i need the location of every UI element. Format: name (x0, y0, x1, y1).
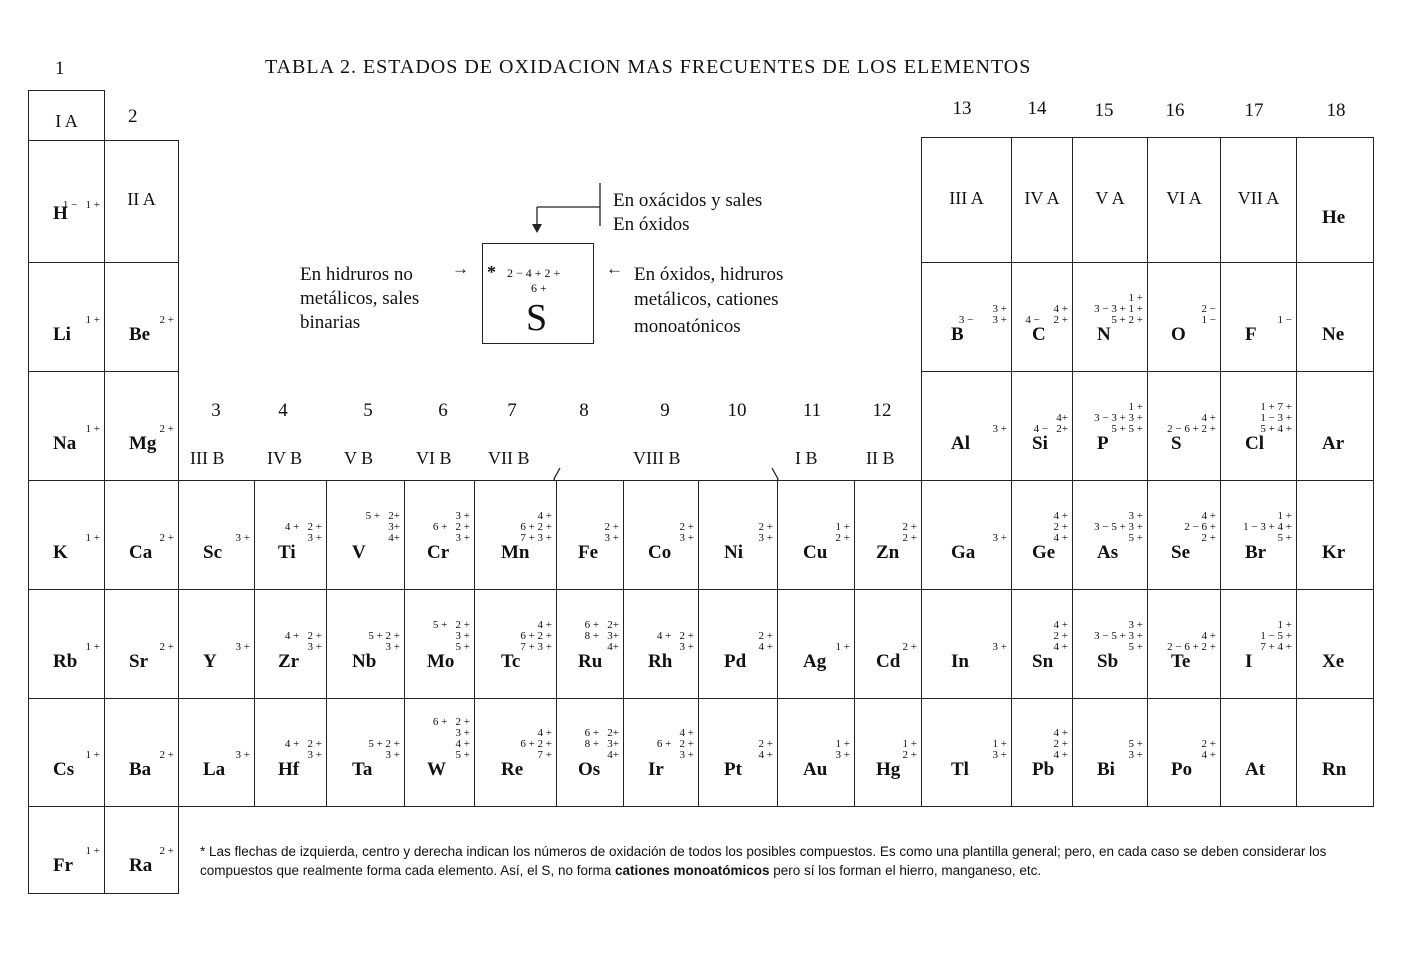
element-cell-Y (178, 589, 255, 699)
element-symbol-Y: Y (203, 651, 217, 672)
oxidation-states-Te: 4 + 2 − 6 + 2 + (1167, 630, 1216, 653)
oxidation-states-Ru: 6 + 2+ 8 + 3+ 4+ (584, 619, 619, 653)
group-label-VA: V A (1095, 187, 1125, 208)
oxidation-states-Cs: 1 + (85, 749, 100, 761)
element-cell-Mg (104, 371, 179, 481)
element-cell-Ar (1296, 371, 1374, 481)
footnote-bold: cationes monoatómicos (614, 863, 770, 878)
group-number-17: 17 (1244, 100, 1264, 121)
oxidation-states-Nb: 5 + 2 + 3 + (368, 630, 400, 653)
oxidation-states-W: 6 + 2 + 3 + 4 + 5 + (432, 716, 470, 761)
oxidation-states-Cl: 1 + 7 + 1 − 3 + 5 + 4 + (1260, 401, 1292, 435)
oxidation-states-Si: 4+ 4 − 2+ (1033, 412, 1068, 435)
element-symbol-Rh: Rh (648, 651, 673, 672)
element-cell-Po (1147, 698, 1221, 807)
element-symbol-Ir: Ir (648, 759, 664, 780)
element-cell-Pt (698, 698, 778, 807)
element-symbol-Xe: Xe (1322, 651, 1345, 672)
oxidation-states-Co: 2 + 3 + (679, 521, 694, 544)
group-number-18: 18 (1326, 100, 1346, 121)
oxidation-states-Re: 4 + 6 + 2 + 7 + (520, 727, 552, 761)
footnote-part2: pero sí los forman el hierro, manganeso, etc. (769, 863, 1042, 878)
oxidation-states-Tc: 4 + 6 + 2 + 7 + 3 + (520, 619, 552, 653)
group-label-IIIB: III B (190, 448, 225, 468)
element-cell-Ca (104, 480, 179, 590)
element-cell-Au (777, 698, 855, 807)
element-cell-Co (623, 480, 699, 590)
element-symbol-Os: Os (578, 759, 601, 780)
element-cell-Fr (28, 806, 105, 894)
oxidation-states-Po: 2 + 4 + (1201, 738, 1216, 761)
group-number-13: 13 (952, 98, 972, 119)
group-number-14: 14 (1027, 98, 1047, 119)
element-cell-Ni (698, 480, 778, 590)
element-symbol-Al: Al (951, 433, 970, 454)
element-symbol-Nb: Nb (352, 651, 377, 672)
element-cell-Ir (623, 698, 699, 807)
element-symbol-Fe: Fe (578, 542, 599, 563)
element-cell-W (404, 698, 475, 807)
element-symbol-Hf: Hf (278, 759, 300, 780)
element-symbol-Re: Re (501, 759, 524, 780)
element-symbol-Ti: Ti (278, 542, 296, 563)
element-symbol-Hg: Hg (876, 759, 901, 780)
element-cell-Sn (1011, 589, 1073, 699)
element-symbol-W: W (427, 759, 446, 780)
group-number-3: 3 (211, 400, 221, 421)
group-label-VIA: VI A (1166, 187, 1202, 208)
group-number-9: 9 (660, 400, 670, 421)
element-cell-O (1147, 262, 1221, 372)
oxidation-states-Hf: 4 + 2 + 3 + (284, 738, 322, 761)
element-symbol-C: C (1032, 324, 1046, 345)
footnote-part1: * Las flechas de izquierda, centro y derecha indican los números de oxidación de todos los posibles compuestos. Es como una plantilla general; pero, en cada caso se deben considerar los compuestos que realmente forma cada elemento. Así, el S, no forma (200, 844, 1327, 878)
legend-connector-lines (520, 180, 620, 240)
element-cell-Ra (104, 806, 179, 894)
element-cell-I (1220, 589, 1297, 699)
element-symbol-Li: Li (53, 324, 71, 345)
oxidation-states-Hg: 1 + 2 + (902, 738, 917, 761)
group-label-IIA: II A (127, 189, 156, 210)
element-cell-Ru (556, 589, 624, 699)
element-cell-Pd (698, 589, 778, 699)
element-cell-At (1220, 698, 1297, 807)
element-symbol-Cl: Cl (1245, 433, 1264, 454)
element-cell-Pb (1011, 698, 1073, 807)
element-symbol-Si: Si (1032, 433, 1048, 454)
element-cell-Ga (921, 480, 1012, 590)
element-cell-Ge (1011, 480, 1073, 590)
element-symbol-Ta: Ta (352, 759, 373, 780)
oxidation-states-S: 4 + 2 − 6 + 2 + (1167, 412, 1216, 435)
oxidation-states-Cr: 3 + 6 + 2 + 3 + (432, 510, 470, 544)
element-symbol-Mg: Mg (129, 433, 157, 454)
element-cell-Kr (1296, 480, 1374, 590)
group-label-VIIA: VII A (1237, 187, 1280, 208)
element-symbol-Ca: Ca (129, 542, 153, 563)
element-cell-N (1072, 262, 1148, 372)
element-symbol-Sb: Sb (1097, 651, 1119, 672)
element-symbol-As: As (1097, 542, 1119, 563)
group-number-15: 15 (1094, 100, 1114, 121)
element-cell-Re (474, 698, 557, 807)
element-cell-V (326, 480, 405, 590)
oxidation-states-Ir: 4 + 6 + 2 + 3 + (656, 727, 694, 761)
element-cell-B (921, 262, 1012, 372)
oxidation-states-Mo: 5 + 2 + 3 + 5 + (432, 619, 470, 653)
element-cell-Rh (623, 589, 699, 699)
element-symbol-Cu: Cu (803, 542, 828, 563)
oxidation-states-Pd: 2 + 4 + (758, 630, 773, 653)
element-cell-Zn (854, 480, 922, 590)
element-cell-Li (28, 262, 105, 372)
oxidation-states-Ta: 5 + 2 + 3 + (368, 738, 400, 761)
element-cell-Tc (474, 589, 557, 699)
element-symbol-Sc: Sc (203, 542, 222, 563)
oxidation-states-Na: 1 + (85, 423, 100, 435)
element-symbol-V: V (352, 542, 366, 563)
element-cell-Rn (1296, 698, 1374, 807)
oxidation-states-V: 5 + 2+ 3+ 4+ (365, 510, 400, 544)
element-symbol-Zn: Zn (876, 542, 900, 563)
element-cell-Hf (254, 698, 327, 807)
legend-left-3: binarias (300, 312, 361, 333)
group-number-1: 1 (55, 58, 65, 79)
oxidation-states-Zr: 4 + 2 + 3 + (284, 630, 322, 653)
element-cell-Rb (28, 589, 105, 699)
element-cell-Na (28, 371, 105, 481)
group-label-cell-IIIA (921, 137, 1012, 263)
element-cell-Be (104, 262, 179, 372)
group-number-5: 5 (363, 400, 373, 421)
legend-left-2: metálicos, sales (300, 288, 420, 309)
oxidation-states-P: 1 + 3 − 3 + 3 + 5 + 5 + (1094, 401, 1143, 435)
element-symbol-B: B (951, 324, 964, 345)
element-symbol-Pd: Pd (724, 651, 747, 672)
element-symbol-S: S (1171, 433, 1182, 454)
group-label-cell-IA (28, 90, 105, 141)
element-symbol-He: He (1322, 207, 1346, 228)
element-symbol-Mn: Mn (501, 542, 530, 563)
element-cell-Xe (1296, 589, 1374, 699)
element-cell-As (1072, 480, 1148, 590)
legend-example-cell (482, 243, 594, 344)
group-label-VB: V B (344, 448, 374, 468)
element-cell-Mo (404, 589, 475, 699)
element-symbol-K: K (53, 542, 68, 563)
element-symbol-Se: Se (1171, 542, 1190, 563)
element-cell-La (178, 698, 255, 807)
oxidation-states-B: 3 + 3 − 3 + (958, 303, 1007, 326)
oxidation-states-Ba: 2 + (159, 749, 174, 761)
group-label-cell-VIA (1147, 137, 1221, 263)
element-cell-S (1147, 371, 1221, 481)
oxidation-states-K: 1 + (85, 532, 100, 544)
element-symbol-Ra: Ra (129, 855, 153, 876)
element-cell-H (28, 140, 105, 263)
element-cell-Br (1220, 480, 1297, 590)
oxidation-states-Ge: 4 + 2 + 4 + (1053, 510, 1068, 544)
element-cell-Ti (254, 480, 327, 590)
element-symbol-Mo: Mo (427, 651, 455, 672)
legend-star: * (487, 262, 496, 282)
element-cell-Tl (921, 698, 1012, 807)
oxidation-states-Mg: 2 + (159, 423, 174, 435)
element-symbol-Cs: Cs (53, 759, 75, 780)
element-cell-Cr (404, 480, 475, 590)
element-cell-Hg (854, 698, 922, 807)
element-symbol-Ba: Ba (129, 759, 152, 780)
element-cell-Cs (28, 698, 105, 807)
element-cell-Os (556, 698, 624, 807)
oxidation-states-Be: 2 + (159, 314, 174, 326)
group-number-7: 7 (507, 400, 517, 421)
oxidation-states-Ni: 2 + 3 + (758, 521, 773, 544)
element-cell-Si (1011, 371, 1073, 481)
element-symbol-Kr: Kr (1322, 542, 1346, 563)
element-cell-P (1072, 371, 1148, 481)
group-number-16: 16 (1165, 100, 1185, 121)
oxidation-states-N: 1 + 3 − 3 + 1 + 5 + 2 + (1094, 292, 1143, 326)
element-cell-Cl (1220, 371, 1297, 481)
oxidation-states-Sn: 4 + 2 + 4 + (1053, 619, 1068, 653)
element-symbol-P: P (1097, 433, 1109, 454)
group-label-VIIB: VII B (488, 448, 530, 468)
oxidation-states-H: 1 − 1 + (62, 199, 100, 211)
element-symbol-Ne: Ne (1322, 324, 1345, 345)
group-label-cell-VA (1072, 137, 1148, 263)
group-label-IA: I A (55, 110, 78, 131)
element-cell-Sr (104, 589, 179, 699)
oxidation-states-Au: 1 + 3 + (835, 738, 850, 761)
group-number-10: 10 (727, 400, 747, 421)
legend-states-bottom: 6 + (531, 281, 547, 295)
element-symbol-H: H (53, 203, 68, 224)
oxidation-states-Ra: 2 + (159, 845, 174, 857)
element-cell-Sc (178, 480, 255, 590)
group-label-IVA: IV A (1024, 187, 1060, 208)
element-symbol-O: O (1171, 324, 1186, 345)
group-number-11: 11 (802, 400, 822, 421)
oxidation-states-La: 3 + (235, 749, 250, 761)
element-symbol-La: La (203, 759, 226, 780)
oxidation-states-Sr: 2 + (159, 641, 174, 653)
oxidation-states-Pb: 4 + 2 + 4 + (1053, 727, 1068, 761)
element-cell-Ne (1296, 262, 1374, 372)
oxidation-states-Mn: 4 + 6 + 2 + 7 + 3 + (520, 510, 552, 544)
element-symbol-Rn: Rn (1322, 759, 1347, 780)
legend-symbol: S (526, 297, 548, 339)
oxidation-states-Ca: 2 + (159, 532, 174, 544)
legend-oxidos: En óxidos (613, 214, 690, 235)
group-number-4: 4 (278, 400, 288, 421)
element-symbol-At: At (1245, 759, 1266, 780)
oxidation-states-Se: 4 + 2 − 6 + 2 + (1184, 510, 1216, 544)
element-cell-Ba (104, 698, 179, 807)
oxidation-states-Fr: 1 + (85, 845, 100, 857)
element-cell-Al (921, 371, 1012, 481)
group-label-cell-VIIA (1220, 137, 1297, 263)
group-number-12: 12 (872, 400, 892, 421)
element-symbol-Pt: Pt (724, 759, 742, 780)
group-number-8: 8 (579, 400, 589, 421)
element-symbol-Tc: Tc (501, 651, 521, 672)
element-symbol-Te: Te (1171, 651, 1191, 672)
legend-left-1: En hidruros no (300, 264, 413, 285)
oxidation-states-Os: 6 + 2+ 8 + 3+ 4+ (584, 727, 619, 761)
oxidation-states-Br: 1 + 1 − 3 + 4 + 5 + (1243, 510, 1292, 544)
element-cell-He (1296, 137, 1374, 263)
group-number-2: 2 (128, 106, 138, 127)
element-symbol-F: F (1245, 324, 1257, 345)
element-cell-Fe (556, 480, 624, 590)
element-cell-Zr (254, 589, 327, 699)
element-symbol-Ru: Ru (578, 651, 603, 672)
element-cell-K (28, 480, 105, 590)
oxidation-states-Cd: 2 + (902, 641, 917, 653)
element-cell-Cd (854, 589, 922, 699)
element-cell-Cu (777, 480, 855, 590)
element-symbol-Sr: Sr (129, 651, 148, 672)
oxidation-states-In: 3 + (992, 641, 1007, 653)
legend-states-top: 2 − 4 + 2 + (507, 266, 561, 280)
element-symbol-Ge: Ge (1032, 542, 1056, 563)
oxidation-states-As: 3 + 3 − 5 + 3 + 5 + (1094, 510, 1143, 544)
group-label-IIIA: III A (949, 187, 984, 208)
footnote (200, 842, 1330, 880)
element-symbol-I: I (1245, 651, 1253, 672)
oxidation-states-I: 1 + 1 − 5 + 7 + 4 + (1260, 619, 1292, 653)
element-symbol-Po: Po (1171, 759, 1193, 780)
oxidation-states-Al: 3 + (992, 423, 1007, 435)
element-cell-Bi (1072, 698, 1148, 807)
element-cell-Ta (326, 698, 405, 807)
element-symbol-Pb: Pb (1032, 759, 1055, 780)
element-symbol-In: In (951, 651, 969, 672)
oxidation-states-Li: 1 + (85, 314, 100, 326)
element-symbol-Ni: Ni (724, 542, 743, 563)
element-cell-Sb (1072, 589, 1148, 699)
element-symbol-Ga: Ga (951, 542, 976, 563)
group-label-IIB: II B (866, 448, 895, 468)
group-label-cell-IIA (104, 140, 179, 263)
arrow-right-icon: → (452, 259, 469, 278)
element-symbol-Cd: Cd (876, 651, 901, 672)
element-symbol-Br: Br (1245, 542, 1267, 563)
element-symbol-Ar: Ar (1322, 433, 1345, 454)
legend-right-1: En óxidos, hidruros (634, 264, 784, 285)
element-symbol-Na: Na (53, 433, 77, 454)
element-symbol-Au: Au (803, 759, 828, 780)
oxidation-states-Tl: 1 + 3 + (992, 738, 1007, 761)
oxidation-states-Sc: 3 + (235, 532, 250, 544)
oxidation-states-Sb: 3 + 3 − 5 + 3 + 5 + (1094, 619, 1143, 653)
element-symbol-Fr: Fr (53, 855, 74, 876)
element-cell-Ag (777, 589, 855, 699)
oxidation-states-Fe: 2 + 3 + (604, 521, 619, 544)
element-cell-Mn (474, 480, 557, 590)
oxidation-states-Bi: 5 + 3 + (1128, 738, 1143, 761)
group-label-cell-IVA (1011, 137, 1073, 263)
element-symbol-Rb: Rb (53, 651, 78, 672)
element-cell-C (1011, 262, 1073, 372)
oxidation-states-Y: 3 + (235, 641, 250, 653)
group-label-IVB: IV B (267, 448, 303, 468)
page-title: TABLA 2. ESTADOS DE OXIDACION MAS FRECUENTES DE LOS ELEMENTOS (265, 56, 1032, 78)
legend-oxacidos: En oxácidos y sales (613, 190, 763, 211)
group-label-IB: I B (795, 448, 818, 468)
legend-right-2: metálicos, cationes (634, 289, 779, 310)
group-label-VIIIB: VIII B (633, 448, 681, 468)
oxidation-states-Rb: 1 + (85, 641, 100, 653)
element-cell-F (1220, 262, 1297, 372)
element-symbol-Be: Be (129, 324, 151, 345)
oxidation-states-Cu: 1 + 2 + (835, 521, 850, 544)
element-cell-In (921, 589, 1012, 699)
oxidation-states-Zn: 2 + 2 + (902, 521, 917, 544)
element-symbol-Co: Co (648, 542, 672, 563)
element-symbol-Bi: Bi (1097, 759, 1115, 780)
element-symbol-Ag: Ag (803, 651, 827, 672)
element-symbol-Tl: Tl (951, 759, 969, 780)
element-cell-Se (1147, 480, 1221, 590)
group-number-6: 6 (438, 400, 448, 421)
element-symbol-N: N (1097, 324, 1111, 345)
element-symbol-Cr: Cr (427, 542, 450, 563)
arrow-left-icon: ← (606, 259, 623, 278)
oxidation-states-O: 2 − 1 − (1201, 303, 1216, 326)
oxidation-states-Ag: 1 + (835, 641, 850, 653)
oxidation-states-F: 1 − (1277, 314, 1292, 326)
oxidation-states-Ti: 4 + 2 + 3 + (284, 521, 322, 544)
oxidation-states-Ga: 3 + (992, 532, 1007, 544)
element-symbol-Zr: Zr (278, 651, 300, 672)
element-cell-Te (1147, 589, 1221, 699)
element-cell-Nb (326, 589, 405, 699)
oxidation-states-Rh: 4 + 2 + 3 + (656, 630, 694, 653)
group-label-VIB: VI B (416, 448, 452, 468)
legend-right-3: monoatónicos (634, 316, 741, 337)
oxidation-states-C: 4 + 4 − 2 + (1025, 303, 1068, 326)
element-symbol-Sn: Sn (1032, 651, 1054, 672)
oxidation-states-Pt: 2 + 4 + (758, 738, 773, 761)
